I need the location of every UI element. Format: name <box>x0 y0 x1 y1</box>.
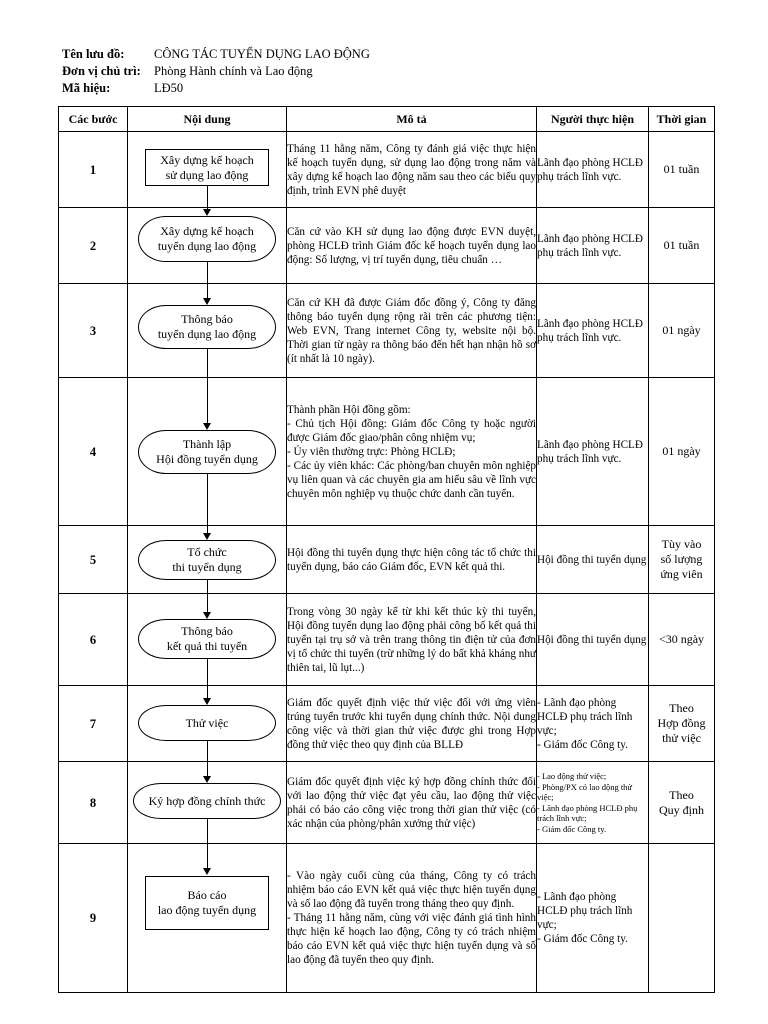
performer-cell: Lãnh đạo phòng HCLĐ phụ trách lĩnh vực. <box>537 132 649 208</box>
connector-line <box>207 659 208 686</box>
description-cell: Tháng 11 hằng năm, Công ty đánh giá việc thực hiện kế hoạch tuyển dụng, sử dụng lao động trong năm và xây dựng kế hoạch lao động năm sau theo các biểu quy định, trình EVN phê duyệt <box>287 132 537 208</box>
time-line: thử việc <box>662 731 701 745</box>
document-code <box>62 81 183 96</box>
step-number: 1 <box>59 132 128 208</box>
time-cell <box>649 762 715 844</box>
connector-line <box>207 741 208 762</box>
arrow-down-icon <box>203 209 211 216</box>
process-line-1: Thông báo <box>181 312 233 326</box>
host-unit-label: Đơn vị chủ trì: <box>62 64 141 78</box>
flow-cell <box>128 208 287 284</box>
description-cell: Căn cứ KH đã được Giám đốc đồng ý, Công ty đăng thông báo tuyển dụng rộng rãi trên các phương tiện: Web EVN, Trang internet Công ty, website nội bộ. Thời gian từ ngày ra thông báo đến hết hạn nhận hồ sơ (ít nhất là 10 ngày). <box>287 284 537 378</box>
flowchart-name <box>62 47 370 62</box>
description-line: Thành phần Hội đồng gồm: <box>287 403 411 416</box>
description-cell: Căn cứ vào KH sử dụng lao động được EVN duyệt, phòng HCLĐ trình Giám đốc kế hoạch tuyển dụng lao động: Số lượng, vị trí tuyển dụng, tiêu chuẩn … <box>287 208 537 284</box>
performer-cell <box>537 686 649 762</box>
performer-cell: Lãnh đạo phòng HCLĐ phụ trách lĩnh vực. <box>537 208 649 284</box>
flow-cell <box>128 132 287 208</box>
description-line: - Tháng 11 hằng năm, cùng với việc đánh giá tình hình thực hiện kế hoạch lao động, Công ty có trách nhiệm báo cáo EVN kết quả việc thực hiện tuyển dụng và số lao động đã tuyển theo quy định. <box>287 912 536 966</box>
description-cell: Giám đốc quyết định việc ký hợp đồng chính thức đối với lao động thử việc đạt yêu cầu, lao động thử việc phải có báo cáo công việc trong thời gian thử việc (có xác nhận của phòng/phân xưởng thử việc) <box>287 762 537 844</box>
connector-line <box>207 262 208 284</box>
process-oval <box>138 540 276 580</box>
connector-line <box>207 580 208 594</box>
connector-line <box>207 186 208 208</box>
document-code-value: LĐ50 <box>154 81 184 95</box>
process-oval <box>138 216 276 262</box>
time-cell <box>649 844 715 993</box>
table-row <box>59 378 715 526</box>
table-row <box>59 686 715 762</box>
process-line-2: tuyển dụng lao động <box>157 239 257 253</box>
col-header-content: Nội dung <box>128 107 287 132</box>
arrow-down-icon <box>203 612 211 619</box>
flow-cell <box>128 594 287 686</box>
flow-cell <box>128 762 287 844</box>
col-header-description: Mô tả <box>287 107 537 132</box>
process-oval <box>138 619 276 659</box>
table-row <box>59 844 715 993</box>
process-line-2: sử dụng lao động <box>165 167 249 182</box>
time-cell: 01 ngày <box>649 378 715 526</box>
arrow-down-icon <box>203 423 211 430</box>
process-line-1: Xây dựng kế hoạch <box>160 224 254 238</box>
arrow-down-icon <box>203 776 211 783</box>
description-cell: Trong vòng 30 ngày kể từ khi kết thúc kỳ thi tuyển, Hội đồng tuyển dụng lao động phải công bố kết quả thi tuyển tại trụ sở và trên trang thông tin điện tử của đơn vị tổ chức thi tuyển (trừ những lý do bất khả kháng như thiên tai, lũ lụt...) <box>287 594 537 686</box>
process-line-2: lao động tuyển dụng <box>157 903 257 917</box>
process-box <box>145 876 269 930</box>
time-line: ứng viên <box>660 567 703 581</box>
process-line-1: Ký hợp đồng chính thức <box>148 793 266 808</box>
performer-line: - Giám đốc Công ty. <box>537 933 628 945</box>
performer-line: - Lãnh đạo phòng HCLĐ phụ trách lĩnh vực; <box>537 696 633 737</box>
table-row <box>59 762 715 844</box>
flowchart-name-label: Tên lưu đồ: <box>62 47 125 61</box>
arrow-down-icon <box>203 868 211 875</box>
time-cell: <30 ngày <box>649 594 715 686</box>
flow-cell <box>128 284 287 378</box>
process-line-1: Xây dựng kế hoạch <box>160 152 254 167</box>
time-line: Quy định <box>659 802 704 817</box>
step-number: 3 <box>59 284 128 378</box>
time-line: số lượng <box>660 552 703 566</box>
description-line: - Vào ngày cuối cùng của tháng, Công ty có trách nhiệm báo cáo EVN kết quả việc thực hiện tuyển dụng và số lao động đã tuyển trong tháng theo quy định. <box>287 870 536 910</box>
flow-cell <box>128 526 287 594</box>
col-header-step: Các bước <box>59 107 128 132</box>
connector-line <box>207 349 208 378</box>
process-oval <box>138 430 276 474</box>
connector-line <box>207 474 208 526</box>
performer-line: - Lao động thử việc; <box>537 771 607 781</box>
description-cell <box>287 378 537 526</box>
process-line-1: Tổ chức <box>187 545 227 559</box>
time-cell: 01 tuần <box>649 132 715 208</box>
description-cell: Hội đồng thi tuyển dụng thực hiện công tác tổ chức thi tuyển dụng, báo cáo Giám đốc, EVN kết quả thi. <box>287 526 537 594</box>
flow-cell <box>128 844 287 993</box>
step-number: 4 <box>59 378 128 526</box>
performer-line: - Lãnh đạo phòng HCLĐ phụ trách lĩnh vực; <box>537 891 633 931</box>
process-line-1: Thông báo <box>181 624 233 638</box>
step-number: 7 <box>59 686 128 762</box>
description-line: - Ủy viên thường trực: Phòng HCLĐ; <box>287 445 456 458</box>
step-number: 8 <box>59 762 128 844</box>
step-number: 9 <box>59 844 128 993</box>
process-box <box>145 149 269 186</box>
process-line-2: tuyển dụng lao động <box>157 327 257 341</box>
flow-cell <box>128 378 287 526</box>
performer-cell: Lãnh đạo phòng HCLĐ phụ trách lĩnh vực. <box>537 378 649 526</box>
table-row <box>59 594 715 686</box>
host-unit-value: Phòng Hành chính và Lao động <box>154 64 313 78</box>
process-line-2: Hội đồng tuyển dụng <box>156 452 258 466</box>
arrow-down-icon <box>203 533 211 540</box>
process-oval <box>133 783 281 819</box>
arrow-down-icon <box>203 298 211 305</box>
col-header-time: Thời gian <box>649 107 715 132</box>
description-line: - Chủ tịch Hội đồng: Giám đốc Công ty hoặc người được Giám đốc giao/phân công nhiệm vụ; <box>287 417 536 444</box>
performer-cell <box>537 762 649 844</box>
process-line-2: thi tuyển dụng <box>172 560 242 574</box>
connector-line <box>207 686 208 698</box>
step-number: 2 <box>59 208 128 284</box>
performer-cell: Hội đồng thi tuyển dụng <box>537 594 649 686</box>
connector-line <box>207 378 208 423</box>
time-cell <box>649 526 715 594</box>
table-row <box>59 526 715 594</box>
description-line: - Các ủy viên khác: Các phòng/ban chuyên môn nghiệp vụ liên quan và các chuyên gia am hiểu sâu về lĩnh vực chuyên môn nghiệp vụ thuộc chức danh cần tuyển. <box>287 459 536 500</box>
performer-line: - Phòng/PX có lao động thử việc; <box>537 781 633 802</box>
performer-cell <box>537 844 649 993</box>
step-number: 5 <box>59 526 128 594</box>
connector-line <box>207 594 208 612</box>
performer-line: - Lãnh đạo phòng HCLĐ phụ trách lĩnh vực; <box>537 802 638 823</box>
process-oval <box>138 705 276 741</box>
performer-line: - Giám đốc Công ty. <box>537 823 607 834</box>
performer-cell: Hội đồng thi tuyển dụng <box>537 526 649 594</box>
time-cell: 01 ngày <box>649 284 715 378</box>
document-code-label: Mã hiệu: <box>62 81 111 95</box>
time-line: Tùy vào <box>661 537 702 551</box>
connector-line <box>207 762 208 776</box>
process-line-2: kết quả thi tuyển <box>166 639 248 653</box>
process-oval <box>138 305 276 349</box>
performer-line: - Giám đốc Công ty. <box>537 738 628 751</box>
connector-line <box>207 284 208 298</box>
table-row <box>59 208 715 284</box>
time-cell: 01 tuần <box>649 208 715 284</box>
flowchart-name-value: CÔNG TÁC TUYỂN DỤNG LAO ĐỘNG <box>154 47 370 61</box>
description-cell: Giám đốc quyết định việc thử việc đối với ứng viên trúng tuyển trước khi tuyển dụng chính thức. Nội dung công việc và thời gian thử việc được ghi trong Hợp đồng thử việc theo quy định của BLLĐ <box>287 686 537 762</box>
performer-cell: Lãnh đạo phòng HCLĐ phụ trách lĩnh vực. <box>537 284 649 378</box>
step-number: 6 <box>59 594 128 686</box>
flowchart-table <box>58 106 715 993</box>
process-line-1: Thành lập <box>182 437 232 451</box>
process-line-1: Thử việc <box>185 715 229 730</box>
time-line: Hợp đồng <box>657 716 706 730</box>
connector-line <box>207 526 208 533</box>
table-row <box>59 132 715 208</box>
table-row <box>59 284 715 378</box>
time-line: Theo <box>669 701 694 715</box>
arrow-down-icon <box>203 698 211 705</box>
host-unit <box>62 64 313 79</box>
description-cell <box>287 844 537 993</box>
time-line: Theo <box>669 787 694 802</box>
connector-line <box>207 819 208 844</box>
process-line-1: Báo cáo <box>187 888 227 902</box>
table-header-row <box>59 107 715 132</box>
time-cell <box>649 686 715 762</box>
col-header-performer: Người thực hiện <box>537 107 649 132</box>
connector-line <box>207 844 208 868</box>
flow-cell <box>128 686 287 762</box>
